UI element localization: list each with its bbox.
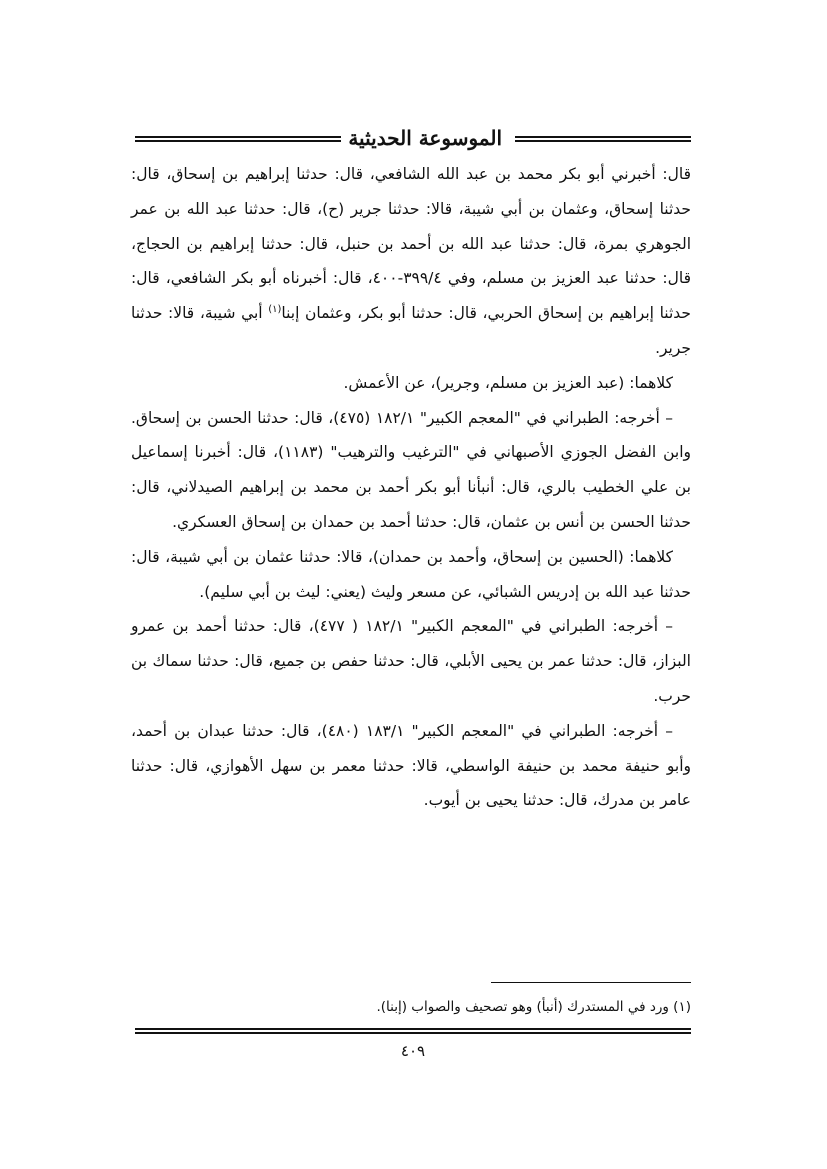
paragraph-takhrij-1: – أخرجه: الطبراني في "المعجم الكبير" ١٨٢/١ (٤٧٥)، قال: حدثنا الحسن بن إسحاق. وابن الفضل الجوزي الأصبهاني في "الترغيب والترهيب" (١١٨٣)، قال: أخبرنا إسماعيل بن علي الخطيب بالري، قال: أنبأنا أبو بكر أحمد بن محمد بن إبراهيم الصيدلاني، قال: حدثنا الحسن بن أنس بن عثمان، قال: حدثنا أحمد بن حمدان بن إسحاق العسكري. — [131, 408, 691, 531]
footnote-separator — [491, 982, 691, 983]
bottom-rule — [135, 1028, 691, 1034]
header-rule-right — [515, 136, 691, 142]
page-title: الموسوعة الحديثية — [348, 126, 502, 150]
paragraph-summary-1: كلاهما: (عبد العزيز بن مسلم، وجرير)، عن الأعمش. — [343, 373, 673, 392]
paragraph-text: قال: أخبرني أبو بكر محمد بن عبد الله الشافعي، قال: حدثنا إبراهيم بن إسحاق، قال: حدثنا إسحاق، وعثمان بن أبي شيبة، قالا: حدثنا جرير (ح)، قال: حدثنا عبد الله بن عمر الجوهري بمرة، قال: حدثنا عبد الله بن أحمد بن حنبل، قال: حدثنا إبراهيم بن الحجاج، قال: حدثنا عبد العزيز بن مسلم، وفي ٣٩٩/٤-٤٠٠، قال: أخبرناه أبو بكر الشافعي، قال: حدثنا إبراهيم بن إسحاق الحربي، قال: حدثنا أبو بكر، وعثمان إبنا — [131, 165, 692, 323]
paragraph-takhrij-3: – أخرجه: الطبراني في "المعجم الكبير" ١٨٣/١ (٤٨٠)، قال: حدثنا عبدان بن أحمد، وأبو حنيفة محمد بن حنيفة الواسطي، قالا: حدثنا معمر بن سهل الأهوازي، قال: حدثنا عامر بن مدرك، قال: حدثنا يحيى بن أيوب. — [131, 721, 691, 810]
paragraph-text: أبي شيبة، قالا: حدثنا جرير. — [131, 304, 691, 357]
footnote: (١) ورد في المستدرك (أنبأ) وهو تصحيف والصواب (إبنا). — [376, 999, 691, 1015]
main-text — [131, 157, 691, 818]
paragraph-takhrij-2: – أخرجه: الطبراني في "المعجم الكبير" ١٨٢/١ ( ٤٧٧)، قال: حدثنا أحمد بن عمرو البزاز، قال: حدثنا عمر بن يحيى الأبلي، قال: حدثنا حفص بن جميع، قال: حدثنا سماك بن حرب. — [131, 617, 691, 705]
paragraph-isnad-1 — [131, 157, 691, 366]
page-number: ٤٠٩ — [400, 1042, 426, 1060]
running-header — [135, 125, 691, 155]
footnote-reference: (١) — [268, 304, 282, 316]
paragraph-summary-2: كلاهما: (الحسين بن إسحاق، وأحمد بن حمدان)، قالا: حدثنا عثمان بن أبي شيبة، قال: حدثنا عبد الله بن إدريس الشبائي، عن مسعر وليث (يعني: ليث بن أبي سليم). — [131, 547, 691, 601]
header-rule-left — [135, 136, 341, 142]
